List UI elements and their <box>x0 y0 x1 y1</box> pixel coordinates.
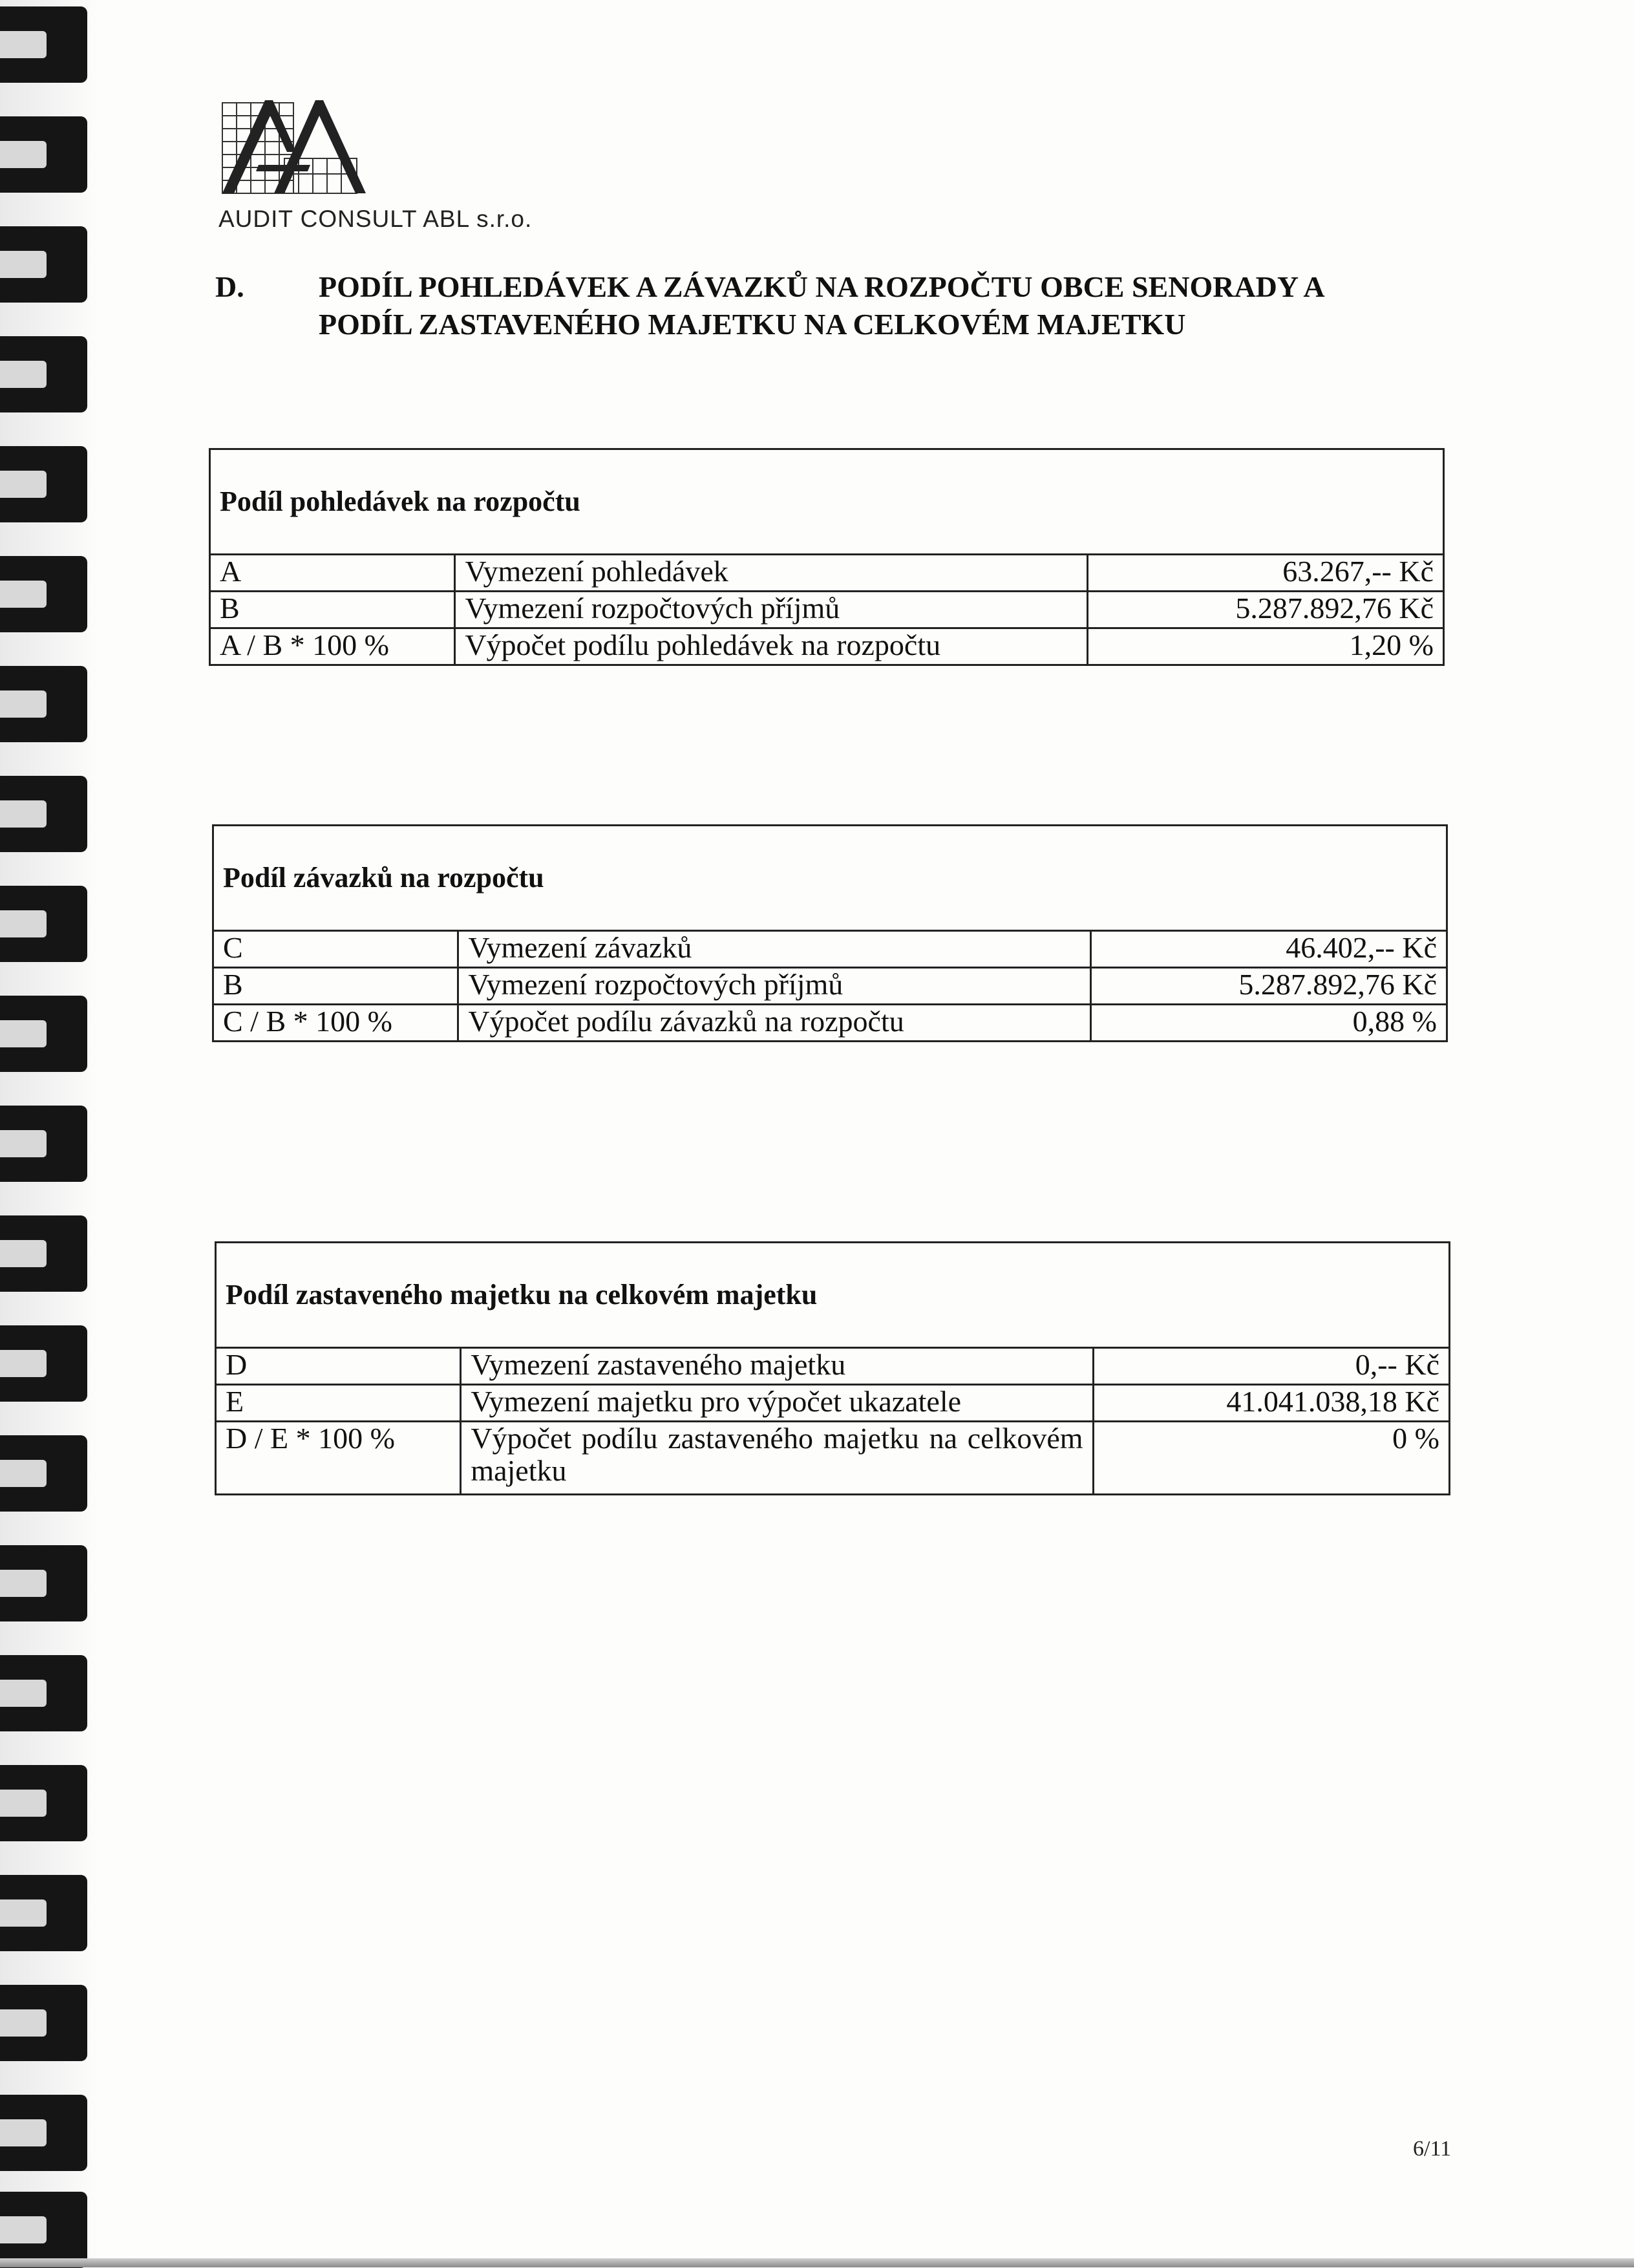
table-row <box>210 555 1444 592</box>
binding-hole <box>0 336 87 412</box>
row-label: Vymezení majetku pro výpočet ukazatele <box>461 1385 1093 1422</box>
row-value: 5.287.892,76 Kč <box>1090 968 1447 1005</box>
row-value: 0 % <box>1093 1422 1449 1495</box>
binding-hole <box>0 1985 87 2061</box>
receivables-table <box>209 448 1445 666</box>
liabilities-table <box>212 824 1448 1042</box>
binding-strip <box>0 0 97 2267</box>
table-title: Podíl pohledávek na rozpočtu <box>210 449 1444 555</box>
binding-hole <box>0 886 87 962</box>
row-code: A <box>210 555 455 592</box>
table-row <box>216 1348 1450 1385</box>
table-title-row <box>213 826 1447 931</box>
section-title <box>319 268 1482 343</box>
row-label: Výpočet podílu pohledávek na rozpočtu <box>455 628 1087 665</box>
row-value: 63.267,-- Kč <box>1087 555 1443 592</box>
table-row <box>213 931 1447 968</box>
row-label: Vymezení zastaveného majetku <box>461 1348 1093 1385</box>
row-label: Vymezení závazků <box>458 931 1090 968</box>
table-title-row <box>216 1243 1450 1348</box>
row-code: C <box>213 931 458 968</box>
binding-hole <box>0 776 87 852</box>
binding-hole <box>0 2192 87 2268</box>
company-name: AUDIT CONSULT ABL s.r.o. <box>218 206 533 232</box>
binding-hole <box>0 556 87 632</box>
section-letter: D. <box>215 270 244 303</box>
row-code: B <box>213 968 458 1005</box>
row-value: 5.287.892,76 Kč <box>1087 592 1443 628</box>
row-label: Vymezení rozpočtových příjmů <box>455 592 1087 628</box>
binding-hole <box>0 1655 87 1731</box>
row-code: D / E * 100 % <box>216 1422 461 1495</box>
row-value: 1,20 % <box>1087 628 1443 665</box>
row-code: A / B * 100 % <box>210 628 455 665</box>
table-title: Podíl závazků na rozpočtu <box>213 826 1447 931</box>
row-code: D <box>216 1348 461 1385</box>
row-label: Výpočet podílu zastaveného majetku na celkovém majetku <box>461 1422 1093 1495</box>
table-row <box>210 628 1444 665</box>
row-code: E <box>216 1385 461 1422</box>
binding-hole <box>0 1325 87 1402</box>
table-row <box>213 1005 1447 1042</box>
table-row <box>213 968 1447 1005</box>
table-title: Podíl zastaveného majetku na celkovém majetku <box>216 1243 1450 1348</box>
row-label: Vymezení pohledávek <box>455 555 1087 592</box>
binding-hole <box>0 1435 87 1512</box>
binding-hole <box>0 1765 87 1841</box>
row-label: Vymezení rozpočtových příjmů <box>458 968 1090 1005</box>
row-value: 0,88 % <box>1090 1005 1447 1042</box>
binding-hole <box>0 1215 87 1292</box>
binding-hole <box>0 1875 87 1951</box>
page-number: 6/11 <box>1413 2137 1452 2161</box>
row-code: B <box>210 592 455 628</box>
section-title-line: PODÍL ZASTAVENÉHO MAJETKU NA CELKOVÉM MAJETKU <box>319 308 1186 341</box>
scan-edge <box>0 2258 1634 2267</box>
binding-hole <box>0 226 87 303</box>
row-value: 0,-- Kč <box>1093 1348 1449 1385</box>
row-label: Výpočet podílu závazků na rozpočtu <box>458 1005 1090 1042</box>
binding-hole <box>0 1545 87 1621</box>
row-value: 41.041.038,18 Kč <box>1093 1385 1449 1422</box>
section-title-line: PODÍL POHLEDÁVEK A ZÁVAZKŮ NA ROZPOČTU OBCE SENORADY A <box>319 270 1325 303</box>
table-row <box>210 592 1444 628</box>
binding-hole <box>0 2095 87 2171</box>
table-title-row <box>210 449 1444 555</box>
row-code: C / B * 100 % <box>213 1005 458 1042</box>
binding-hole <box>0 1106 87 1182</box>
binding-hole <box>0 446 87 522</box>
row-value: 46.402,-- Kč <box>1090 931 1447 968</box>
table-row <box>216 1422 1450 1495</box>
binding-hole <box>0 996 87 1072</box>
company-logo <box>220 94 368 197</box>
binding-hole <box>0 666 87 742</box>
pledged-assets-table <box>215 1241 1450 1495</box>
binding-hole <box>0 6 87 83</box>
table-row <box>216 1385 1450 1422</box>
binding-hole <box>0 116 87 193</box>
